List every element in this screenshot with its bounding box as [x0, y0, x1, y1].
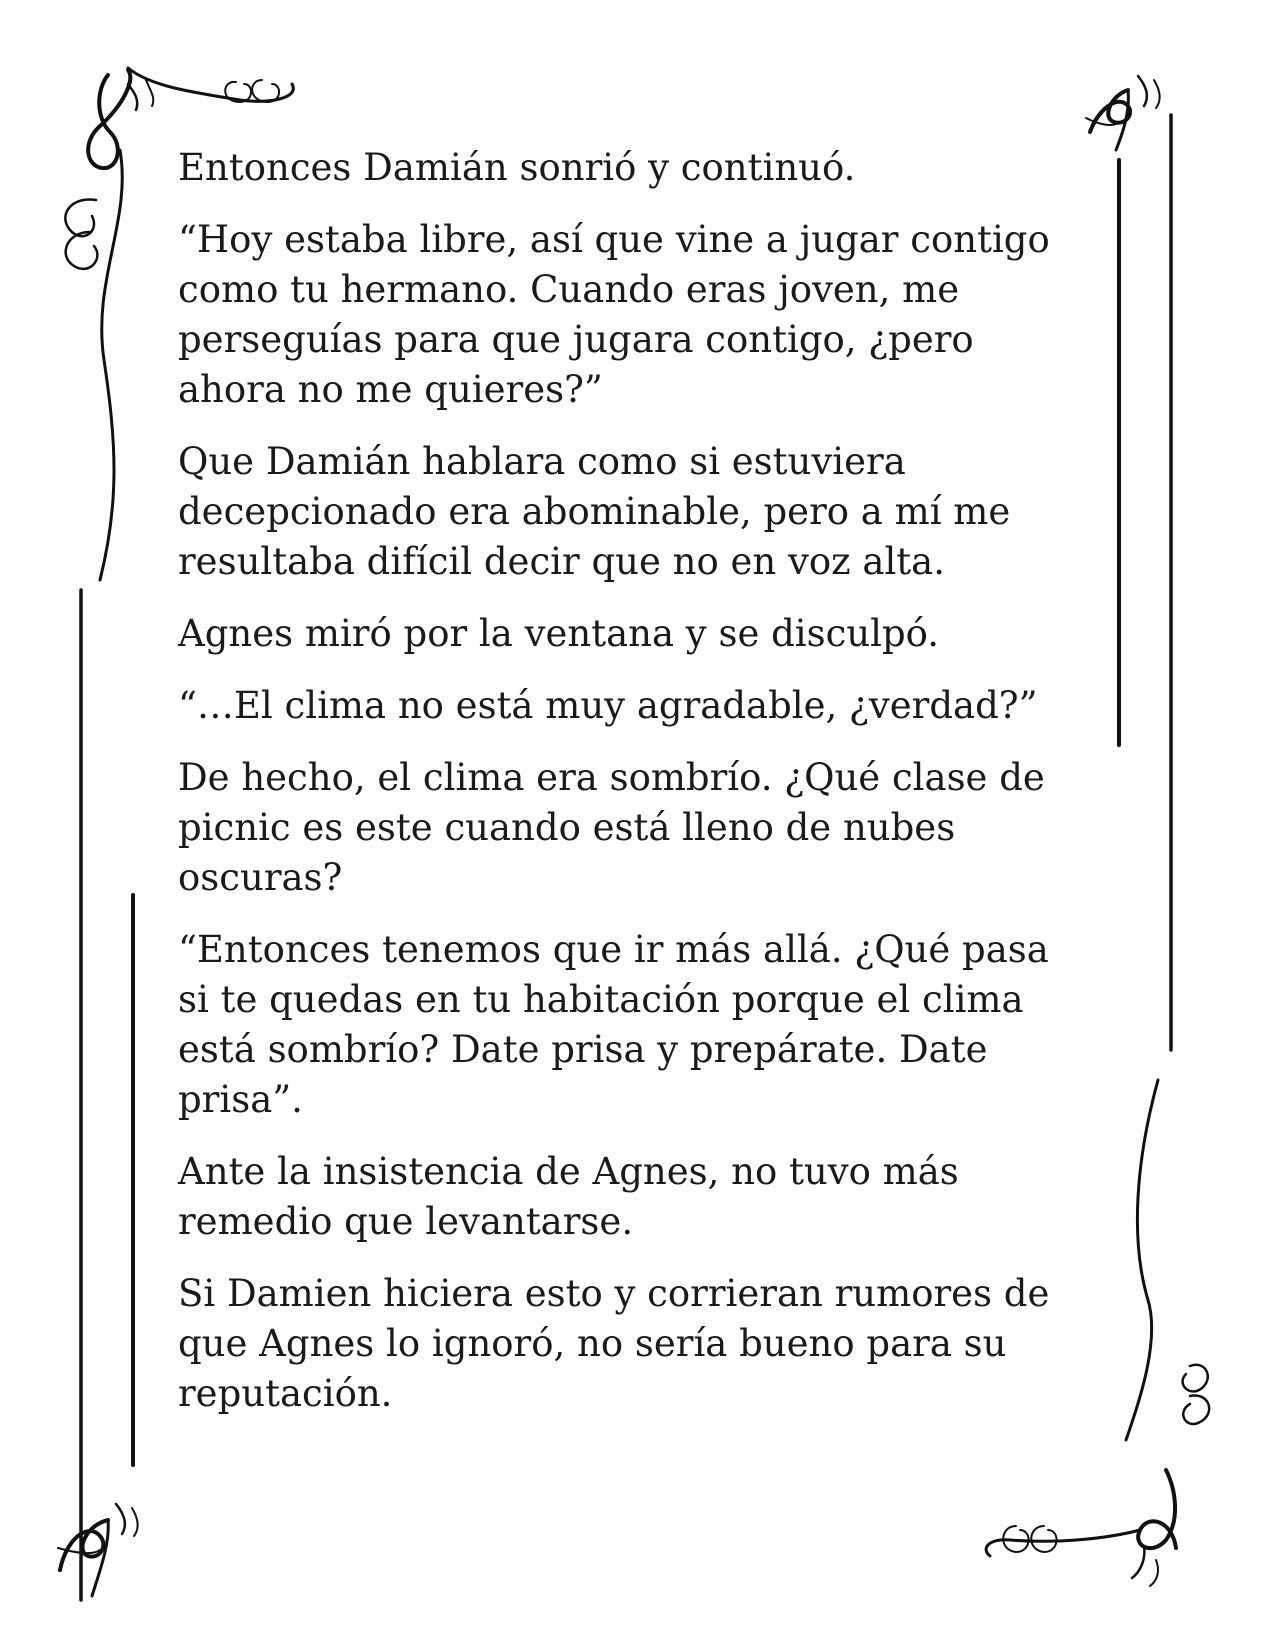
paragraph: Ante la insistencia de Agnes, no tuvo más remedio que levantarse.	[178, 1150, 959, 1243]
paragraph: “Entonces tenemos que ir más allá. ¿Qué pasa si te quedas en tu habitación porque el clima está sombrío? Date prisa y prepárate. Date prisa”.	[178, 928, 1049, 1121]
paragraph: De hecho, el clima era sombrío. ¿Qué clase de picnic es este cuando está lleno de nubes oscuras?	[178, 756, 1045, 899]
paragraph: Entonces Damián sonrió y continuó.	[178, 146, 856, 189]
paragraph: “…El clima no está muy agradable, ¿verdad?”	[178, 684, 1038, 727]
paragraph: Que Damián hablara como si estuviera decepcionado era abominable, pero a mí me resultaba difícil decir que no en voz alta.	[178, 440, 1011, 583]
paragraph: “Hoy estaba libre, así que vine a jugar contigo como tu hermano. Cuando eras joven, me perseguías para que jugara contigo, ¿pero ahora no me quieres?”	[178, 218, 1050, 411]
paragraph: Si Damien hiciera esto y corrieran rumores de que Agnes lo ignoró, no sería bueno para su reputación.	[178, 1272, 1050, 1415]
flourish-bottom-left	[58, 1504, 138, 1596]
paragraph: Agnes miró por la ventana y se disculpó.	[178, 612, 940, 655]
flourish-top-right	[1086, 76, 1171, 1050]
story-text	[178, 143, 1078, 1441]
